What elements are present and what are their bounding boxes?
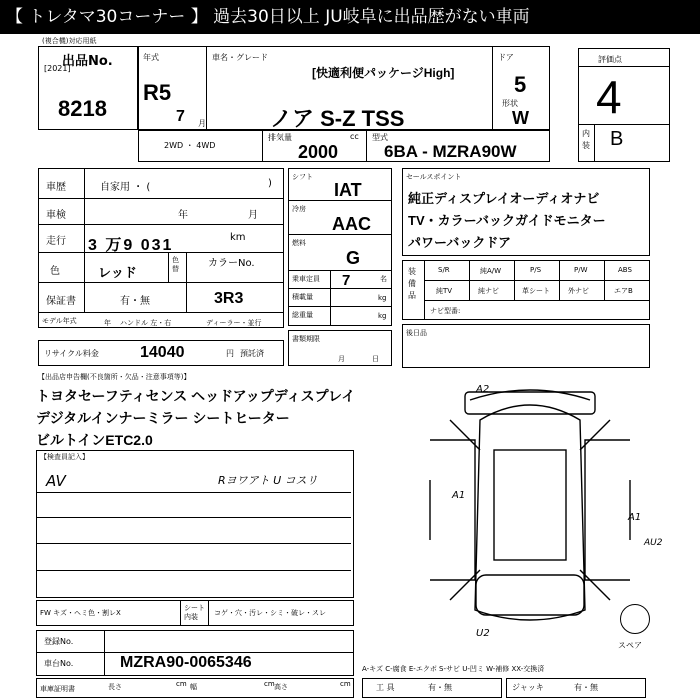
cert-cm-3: cm bbox=[340, 680, 351, 688]
year-value: R5 bbox=[143, 80, 172, 105]
score-value: 4 bbox=[596, 71, 622, 123]
title-banner: 【 トレタマ30コーナー 】 過去30日以上 JU岐阜に出品歴がない車両 bbox=[0, 0, 700, 34]
cert-cm-1: cm bbox=[176, 680, 187, 688]
recycle-unit: 円 bbox=[226, 349, 234, 358]
reg-label: 登録No. bbox=[44, 637, 74, 646]
equip-tv: 純TV bbox=[436, 287, 453, 295]
equip-abs: ABS bbox=[618, 266, 632, 274]
color-no-label: カラーNo. bbox=[208, 258, 255, 269]
tools-value: 有・無 bbox=[428, 683, 452, 692]
grade-note: [快適利便パッケージHigh] bbox=[312, 66, 455, 80]
cc-unit: cc bbox=[350, 132, 359, 141]
mileage-label: 走行 bbox=[46, 236, 66, 247]
load-unit: kg bbox=[378, 294, 387, 302]
equip-sr: S/R bbox=[438, 266, 450, 274]
month-value: 7 bbox=[176, 108, 185, 125]
equip-pw: P/W bbox=[574, 266, 588, 274]
fw-text: FW キズ・ヘミ色・割レX bbox=[40, 609, 121, 617]
load-label: 積載量 bbox=[292, 293, 313, 301]
drive-type: 2WD ・ 4WD bbox=[164, 141, 216, 150]
fuel-value: G bbox=[346, 248, 361, 268]
declaration-line-3: ビルトインETC2.0 bbox=[36, 432, 153, 448]
weight-unit: kg bbox=[378, 312, 387, 320]
color-no-value: 3R3 bbox=[214, 290, 244, 307]
model-label: 車名・グレード bbox=[212, 53, 268, 62]
weight-label: 総重量 bbox=[292, 311, 313, 319]
rear-items-box bbox=[402, 324, 650, 368]
recycle-value: 14040 bbox=[140, 344, 185, 361]
inspection-month: 月 bbox=[248, 210, 258, 221]
shift-value: IAT bbox=[334, 180, 362, 200]
score-label: 評価点 bbox=[598, 55, 622, 64]
equip-ext-navi: 外ナビ bbox=[568, 287, 589, 295]
inspection-year: 年 bbox=[178, 210, 188, 221]
model-value: ノア S-Z TSS bbox=[270, 106, 405, 131]
mark-a1-right: A1 bbox=[628, 512, 642, 523]
shift-label: シフト bbox=[292, 173, 313, 181]
seat-label: シート内装 bbox=[184, 604, 205, 621]
lot-year-stamp: [2021] bbox=[44, 64, 71, 73]
jack-value: 有・無 bbox=[574, 683, 598, 692]
model-row-dealer: ディーラー・並行 bbox=[206, 319, 262, 327]
spare-tire-icon bbox=[620, 604, 650, 634]
lot-number: 8218 bbox=[58, 96, 107, 121]
chassis-label: 車台No. bbox=[44, 659, 74, 668]
model-row-handle: ハンドル 左・右 bbox=[120, 319, 172, 327]
model-row-label: モデル年式 bbox=[42, 317, 77, 325]
mileage-value: 3 万9 031 bbox=[88, 237, 174, 254]
type-label: 型式 bbox=[372, 133, 388, 142]
seat-notes: コゲ・穴・汚レ・シミ・破レ・スレ bbox=[214, 609, 326, 617]
tools-label: 工 具 bbox=[376, 683, 395, 692]
book-day: 日 bbox=[372, 355, 379, 363]
month-unit: 月 bbox=[198, 119, 206, 128]
inspector-label: 【検査員記入】 bbox=[40, 453, 89, 461]
model-row-year: 年 bbox=[104, 319, 111, 327]
mark-u2: U2 bbox=[476, 628, 490, 639]
door-label: ドア bbox=[498, 53, 514, 62]
shape-label: 形状 bbox=[502, 99, 518, 108]
fuel-label: 燃料 bbox=[292, 239, 306, 247]
capacity-label: 乗車定員 bbox=[292, 275, 320, 283]
equipment-label: 装備品 bbox=[408, 267, 416, 300]
warranty-label: 保証書 bbox=[46, 296, 76, 307]
shape-value: W bbox=[512, 108, 529, 128]
car-damage-diagram bbox=[410, 380, 663, 640]
mark-a2: A2 bbox=[476, 384, 490, 395]
displacement-value: 2000 bbox=[298, 142, 339, 162]
equip-leather: 革シート bbox=[522, 287, 550, 295]
history-label: 車歴 bbox=[46, 182, 66, 193]
ac-label: 冷房 bbox=[292, 205, 306, 213]
displacement-label: 排気量 bbox=[268, 133, 292, 142]
book-month: 月 bbox=[338, 355, 345, 363]
color-label: 色 bbox=[50, 266, 60, 277]
mileage-unit: km bbox=[230, 232, 246, 243]
spare-label: スペア bbox=[618, 641, 642, 650]
sales-point-3: パワーバックドア bbox=[408, 235, 511, 250]
recycle-note: 預託済 bbox=[240, 349, 264, 358]
warranty-value: 有・無 bbox=[120, 296, 150, 307]
cert-height: 高さ bbox=[274, 683, 288, 691]
sales-points-label: セールスポイント bbox=[406, 173, 462, 181]
inspection-label: 車検 bbox=[46, 210, 66, 221]
color-value: レッド bbox=[98, 265, 137, 280]
inspector-note: Rヨワアト U コスリ bbox=[218, 474, 318, 487]
sales-point-2: TV・カラーバックガイドモニター bbox=[408, 213, 606, 228]
door-value: 5 bbox=[514, 72, 527, 97]
book-label: 書類期限 bbox=[292, 335, 320, 343]
cert-cm-2: cm bbox=[264, 680, 275, 688]
recycle-label: リサイクル料金 bbox=[44, 349, 99, 358]
chassis-value: MZRA90-0065346 bbox=[120, 654, 252, 671]
declaration-line-2: デジタルインナーミラー シートヒーター bbox=[36, 410, 290, 426]
history-close: ) bbox=[268, 178, 272, 189]
rear-items-label: 後日品 bbox=[406, 329, 427, 337]
type-value: 6BA - MZRA90W bbox=[384, 142, 517, 161]
equip-airbag: エアB bbox=[614, 287, 633, 295]
jack-label: ジャッキ bbox=[512, 683, 544, 692]
inspector-av: AV bbox=[46, 472, 66, 490]
header-note: (複合機)対応用紙 bbox=[42, 37, 97, 45]
color-change-label: 色替 bbox=[172, 256, 179, 273]
history-value: 自家用 ・ ( bbox=[100, 182, 151, 193]
equip-navi: 純ナビ bbox=[478, 287, 499, 295]
declaration-label: 【出品店申告欄(不良箇所・欠品・注意事項等)】 bbox=[38, 373, 191, 381]
mark-a1-left: A1 bbox=[452, 490, 466, 501]
navi-model-label: ナビ型番: bbox=[430, 307, 461, 315]
equip-ps: P/S bbox=[530, 266, 542, 274]
declaration-line-1: トヨタセーフティセンス ヘッドアップディスプレイ bbox=[36, 388, 356, 404]
capacity-unit: 名 bbox=[380, 275, 387, 283]
damage-legend: A-キズ C-腐食 E-エクボ S-サビ U-凹ミ W-補修 XX-交換済 bbox=[362, 665, 545, 673]
cert-width: 幅 bbox=[190, 683, 197, 691]
capacity-value: 7 bbox=[342, 272, 351, 289]
equip-aw: 純A/W bbox=[480, 267, 502, 275]
cert-label: 車庫証明書 bbox=[40, 685, 75, 693]
cert-length: 長さ bbox=[108, 683, 122, 691]
interior-label: 内装 bbox=[582, 129, 590, 150]
year-label: 年式 bbox=[143, 53, 159, 62]
lot-label: 出品No. bbox=[62, 54, 113, 69]
ac-value: AAC bbox=[332, 214, 371, 234]
sales-point-1: 純正ディスプレイオーディオナビ bbox=[408, 191, 600, 206]
interior-value: B bbox=[610, 128, 624, 150]
mark-au2: AU2 bbox=[644, 538, 663, 548]
